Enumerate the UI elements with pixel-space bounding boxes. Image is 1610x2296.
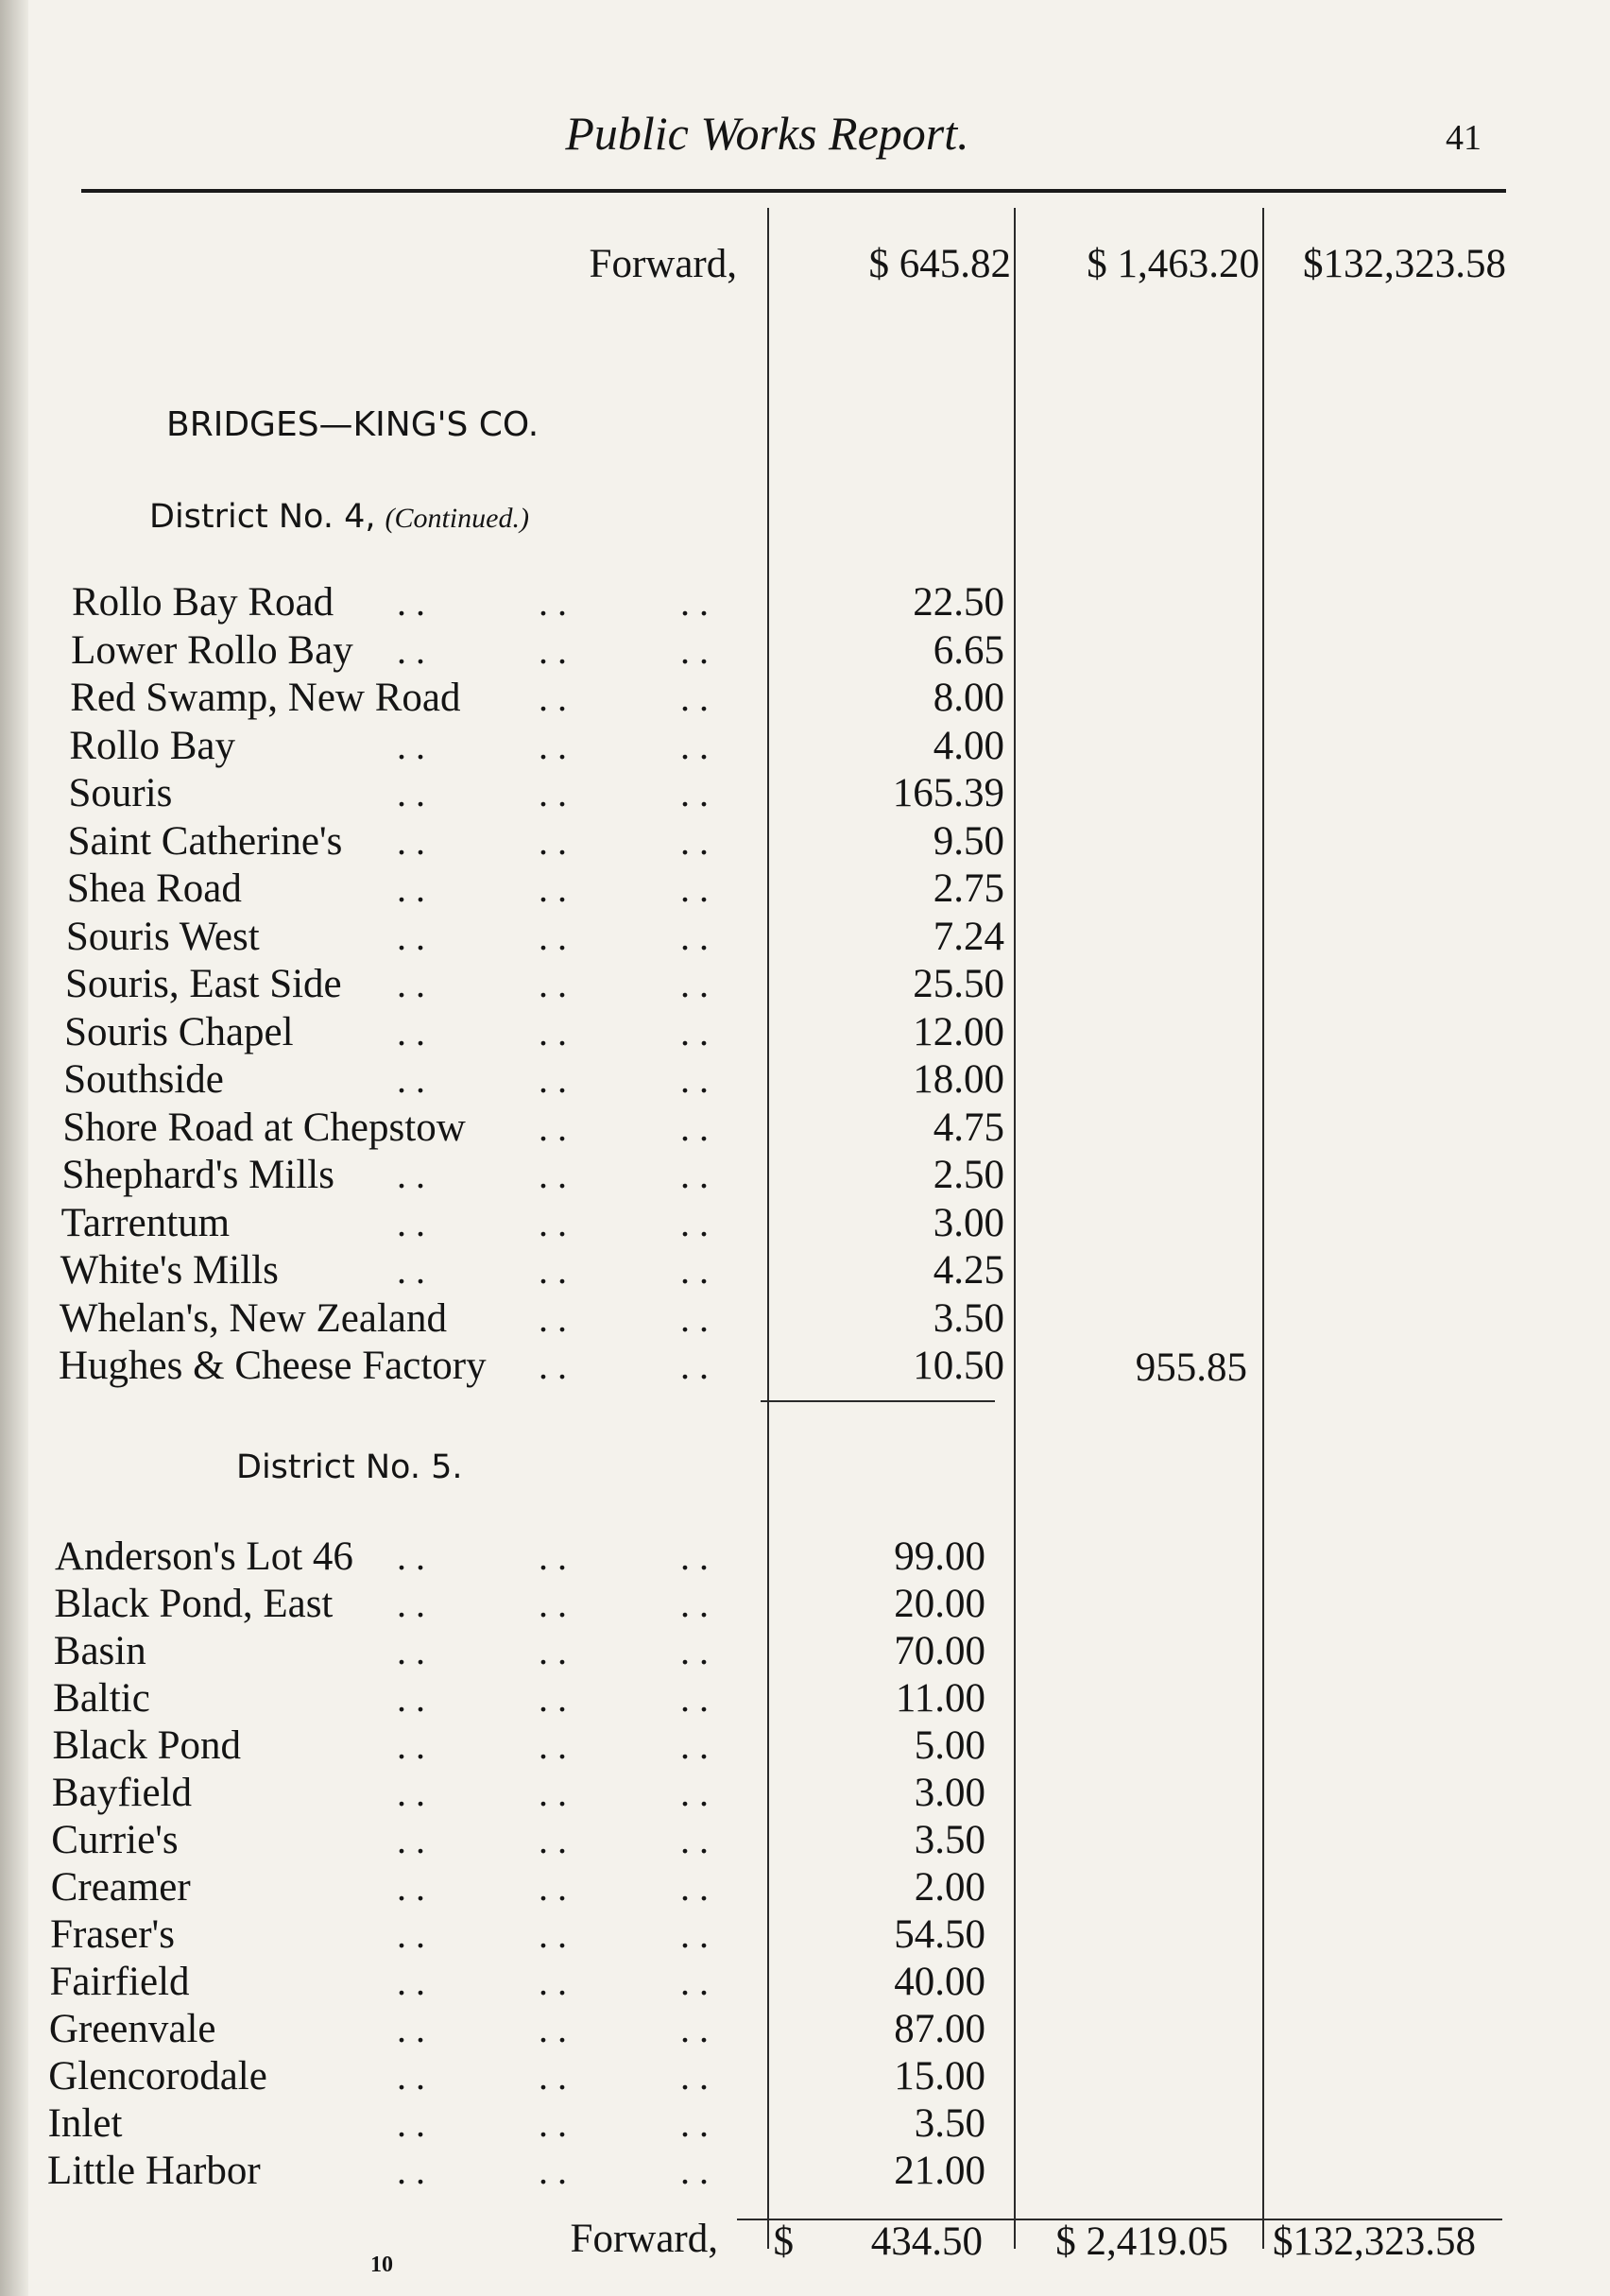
forward-bottom-label: Forward, — [570, 2217, 718, 2261]
district-4-item-name: Whelan's, New Zealand — [59, 1295, 447, 1341]
district-5-item-amount: 11.00 — [895, 1676, 985, 1721]
district-5-item-name: Baltic — [53, 1676, 150, 1721]
district-5-item-amount: 70.00 — [894, 1629, 985, 1673]
district-4-title: District No. 4, — [149, 498, 376, 536]
district-4-item-amount: 6.65 — [933, 627, 1004, 673]
header-rule — [81, 189, 1506, 193]
column-rule-1 — [767, 208, 769, 2249]
district-4-item-name: Souris — [68, 771, 173, 815]
district-5-item-name: Greenvale — [48, 2007, 216, 2051]
district-5-item-name: Fraser's — [50, 1912, 176, 1957]
district-5-item-name: Currie's — [51, 1818, 179, 1862]
footer-signature-mark: 10 — [370, 2253, 393, 2277]
district-4-item-name: Shephard's Mills — [61, 1153, 334, 1197]
district-4-item-amount: 9.50 — [933, 818, 1004, 864]
district-4-item-amount: 8.00 — [933, 676, 1004, 720]
district-4-item-amount: 10.50 — [913, 1344, 1004, 1388]
district-5-item-amount: 3.50 — [914, 2101, 985, 2146]
district-4-item-amount: 2.75 — [933, 866, 1004, 911]
district-4-item-name: Hughes & Cheese Factory — [59, 1344, 487, 1388]
page-number: 41 — [1446, 118, 1482, 158]
district-4-item-amount: 12.00 — [913, 1009, 1004, 1054]
district-5-item-name: Bayfield — [51, 1771, 192, 1815]
district-4-item-name: Shore Road at Chepstow — [62, 1105, 466, 1150]
district-5-item-name: Anderson's Lot 46 — [55, 1534, 353, 1579]
district-4-item-name: Rollo Bay — [69, 723, 235, 768]
header-title: Public Works Report. — [565, 107, 969, 160]
district-4-item-amount: 3.00 — [933, 1200, 1004, 1245]
forward-top-col3: $132,323.58 — [1303, 242, 1506, 286]
district-5-item-name: Creamer — [50, 1865, 191, 1910]
district-5-item-amount: 54.50 — [894, 1912, 985, 1957]
forward-bottom-col2: $ 2,419.05 — [1055, 2219, 1228, 2264]
district-4-heading — [149, 493, 529, 542]
page-header — [0, 106, 1610, 161]
district-4-note: (Continued.) — [385, 503, 529, 534]
district-5-item-amount: 40.00 — [894, 1960, 985, 2004]
column-rule-3 — [1262, 208, 1264, 2249]
district-5-item-amount: 5.00 — [914, 1723, 985, 1768]
district-4-item-amount: 22.50 — [913, 580, 1004, 625]
district-4-item-amount: 4.00 — [933, 723, 1004, 768]
district-4-item-name: Souris West — [65, 914, 260, 959]
page-edge-shadow — [0, 0, 28, 2296]
column-rule-2 — [1014, 208, 1016, 2249]
district-5-item-amount: 21.00 — [894, 2149, 985, 2193]
forward-bottom-col1: 434.50 — [870, 2219, 983, 2264]
forward-top-col1: $ 645.82 — [868, 242, 1011, 286]
district-4-item-name: Saint Catherine's — [67, 818, 343, 864]
forward-top-label: Forward, — [589, 242, 737, 286]
district-4-item-name: Lower Rollo Bay — [71, 627, 353, 673]
district-4-item-name: Rollo Bay Road — [72, 580, 334, 625]
district-4-item-name: White's Mills — [60, 1248, 279, 1293]
forward-bottom-col3: $132,323.58 — [1273, 2219, 1476, 2264]
district-4-item-name: Shea Road — [66, 866, 242, 911]
district-5-item-amount: 15.00 — [894, 2054, 985, 2099]
district-5-item-amount: 20.00 — [894, 1582, 985, 1626]
district-5-item-name: Black Pond, East — [54, 1582, 334, 1626]
forward-bottom-col1-symbol: $ — [773, 2219, 794, 2264]
district-4-item-amount: 18.00 — [913, 1057, 1004, 1102]
district-4-item-amount: 3.50 — [933, 1295, 1004, 1341]
district-5-title: District No. 5. — [236, 1448, 463, 1486]
district-5-item-name: Little Harbor — [47, 2149, 261, 2193]
district-5-item-name: Basin — [53, 1629, 146, 1673]
district-4-item-name: Red Swamp, New Road — [70, 676, 461, 720]
district-5-item-amount: 99.00 — [894, 1534, 985, 1579]
district-4-item-name: Southside — [63, 1057, 224, 1102]
district-4-item-amount: 25.50 — [913, 962, 1004, 1006]
district-4-item-amount: 4.75 — [933, 1105, 1004, 1150]
district-4-item-amount: 2.50 — [933, 1153, 1004, 1197]
section-title: BRIDGES—KING'S CO. — [166, 405, 540, 444]
district-5-item-name: Fairfield — [49, 1960, 190, 2004]
district-5-item-name: Glencorodale — [48, 2054, 267, 2099]
district-4-total: 955.85 — [1135, 1345, 1247, 1390]
district-5-item-amount: 3.50 — [914, 1818, 985, 1862]
district-4-item-amount: 4.25 — [933, 1248, 1004, 1293]
district-5-item-amount: 87.00 — [894, 2007, 985, 2051]
district-5-item-amount: 2.00 — [914, 1865, 985, 1910]
district-4-item-amount: 7.24 — [933, 914, 1004, 959]
district-5-item-name: Black Pond — [52, 1723, 241, 1768]
district-4-item-name: Tarrentum — [60, 1200, 231, 1245]
district-4-item-amount: 165.39 — [892, 771, 1004, 815]
district-4-subtotal-rule — [761, 1400, 995, 1402]
district-5-item-name: Inlet — [47, 2101, 123, 2146]
district-4-item-name: Souris, East Side — [65, 962, 342, 1006]
district-5-heading — [236, 1444, 462, 1491]
district-5-item-amount: 3.00 — [914, 1771, 985, 1815]
district-4-item-name: Souris Chapel — [64, 1009, 294, 1054]
forward-top-col2: $ 1,463.20 — [1087, 242, 1259, 286]
